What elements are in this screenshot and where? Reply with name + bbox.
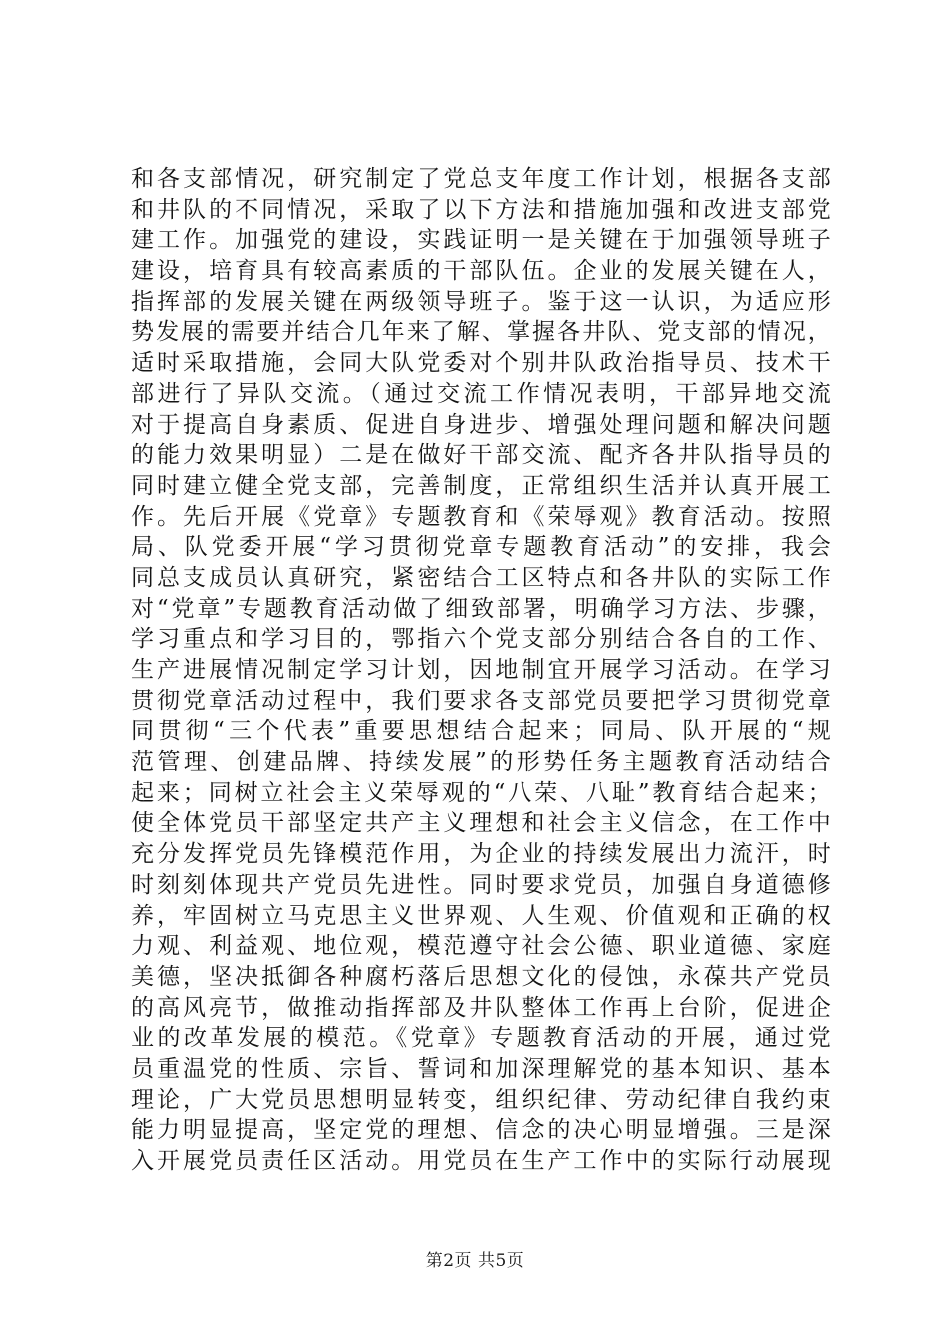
text-line: 员重温党的性质、宗旨、誓词和加深理解党的基本知识、基本 (131, 1055, 831, 1082)
text-line: 使全体党员干部坚定共产主义理想和社会主义信念，在工作中 (131, 810, 831, 837)
text-line: 入开展党员责任区活动。用党员在生产工作中的实际行动展现 (131, 1148, 831, 1174)
text-line: 的高风亮节，做推动指挥部及井队整体工作再上台阶，促进企 (131, 994, 831, 1021)
text-line: 能力明显提高，坚定党的理想、信念的决心明显增强。三是深 (131, 1117, 831, 1144)
text-line: 学习重点和学习目的，鄂指六个党支部分别结合各自的工作、 (131, 626, 831, 653)
text-line: 的能力效果明显）二是在做好干部交流、配齐各井队指导员的 (131, 442, 831, 469)
text-line: 部进行了异队交流。（通过交流工作情况表明，干部异地交流 (131, 380, 831, 407)
text-line: 同总支成员认真研究，紧密结合工区特点和各井队的实际工作 (131, 564, 831, 591)
text-line: 势发展的需要并结合几年来了解、掌握各井队、党支部的情况， (131, 319, 831, 346)
text-line: 范管理、创建品牌、持续发展”的形势任务主题教育活动结合 (131, 749, 831, 776)
text-line: 对于提高自身素质、促进自身进步、增强处理问题和解决问题 (131, 411, 831, 438)
text-line: 和井队的不同情况，采取了以下方法和措施加强和改进支部党 (131, 196, 831, 223)
text-line: 建设，培育具有较高素质的干部队伍。企业的发展关键在人， (131, 258, 831, 285)
text-line: 美德，坚决抵御各种腐朽落后思想文化的侵蚀，永葆共产党员 (131, 963, 831, 990)
text-line: 适时采取措施，会同大队党委对个别井队政治指导员、技术干 (131, 350, 831, 377)
text-line: 对“党章”专题教育活动做了细致部署，明确学习方法、步骤， (131, 595, 831, 622)
text-line: 业的改革发展的模范。《党章》专题教育活动的开展，通过党 (131, 1025, 831, 1052)
text-line: 理论，广大党员思想明显转变，组织纪律、劳动纪律自我约束 (131, 1086, 831, 1113)
page-footer: 第2页 共5页 (425, 1251, 525, 1271)
text-line: 作。先后开展《党章》专题教育和《荣辱观》教育活动。按照 (131, 503, 831, 530)
text-line: 和各支部情况，研究制定了党总支年度工作计划，根据各支部 (131, 166, 831, 192)
body-text (131, 164, 831, 1177)
text-line: 时刻刻体现共产党员先进性。同时要求党员，加强自身道德修 (131, 871, 831, 898)
text-line: 养，牢固树立马克思主义世界观、人生观、价值观和正确的权 (131, 902, 831, 929)
text-line: 充分发挥党员先锋模范作用，为企业的持续发展出力流汗，时 (131, 841, 831, 868)
text-line: 力观、利益观、地位观，模范遵守社会公德、职业道德、家庭 (131, 933, 831, 960)
text-line: 生产进展情况制定学习计划，因地制宜开展学习活动。在学习 (131, 657, 831, 683)
text-line: 起来；同树立社会主义荣辱观的“八荣、八耻”教育结合起来； (131, 779, 831, 806)
text-line: 建工作。加强党的建设，实践证明一是关键在于加强领导班子 (131, 227, 831, 254)
text-line: 局、队党委开展“学习贯彻党章专题教育活动”的安排，我会 (131, 534, 831, 561)
text-line: 同贯彻“三个代表”重要思想结合起来；同局、队开展的“规 (131, 718, 831, 745)
text-line: 同时建立健全党支部，完善制度，正常组织生活并认真开展工 (131, 472, 831, 499)
text-line: 贯彻党章活动过程中，我们要求各支部党员要把学习贯彻党章 (131, 687, 831, 714)
text-line: 指挥部的发展关键在两级领导班子。鉴于这一认识，为适应形 (131, 288, 831, 315)
